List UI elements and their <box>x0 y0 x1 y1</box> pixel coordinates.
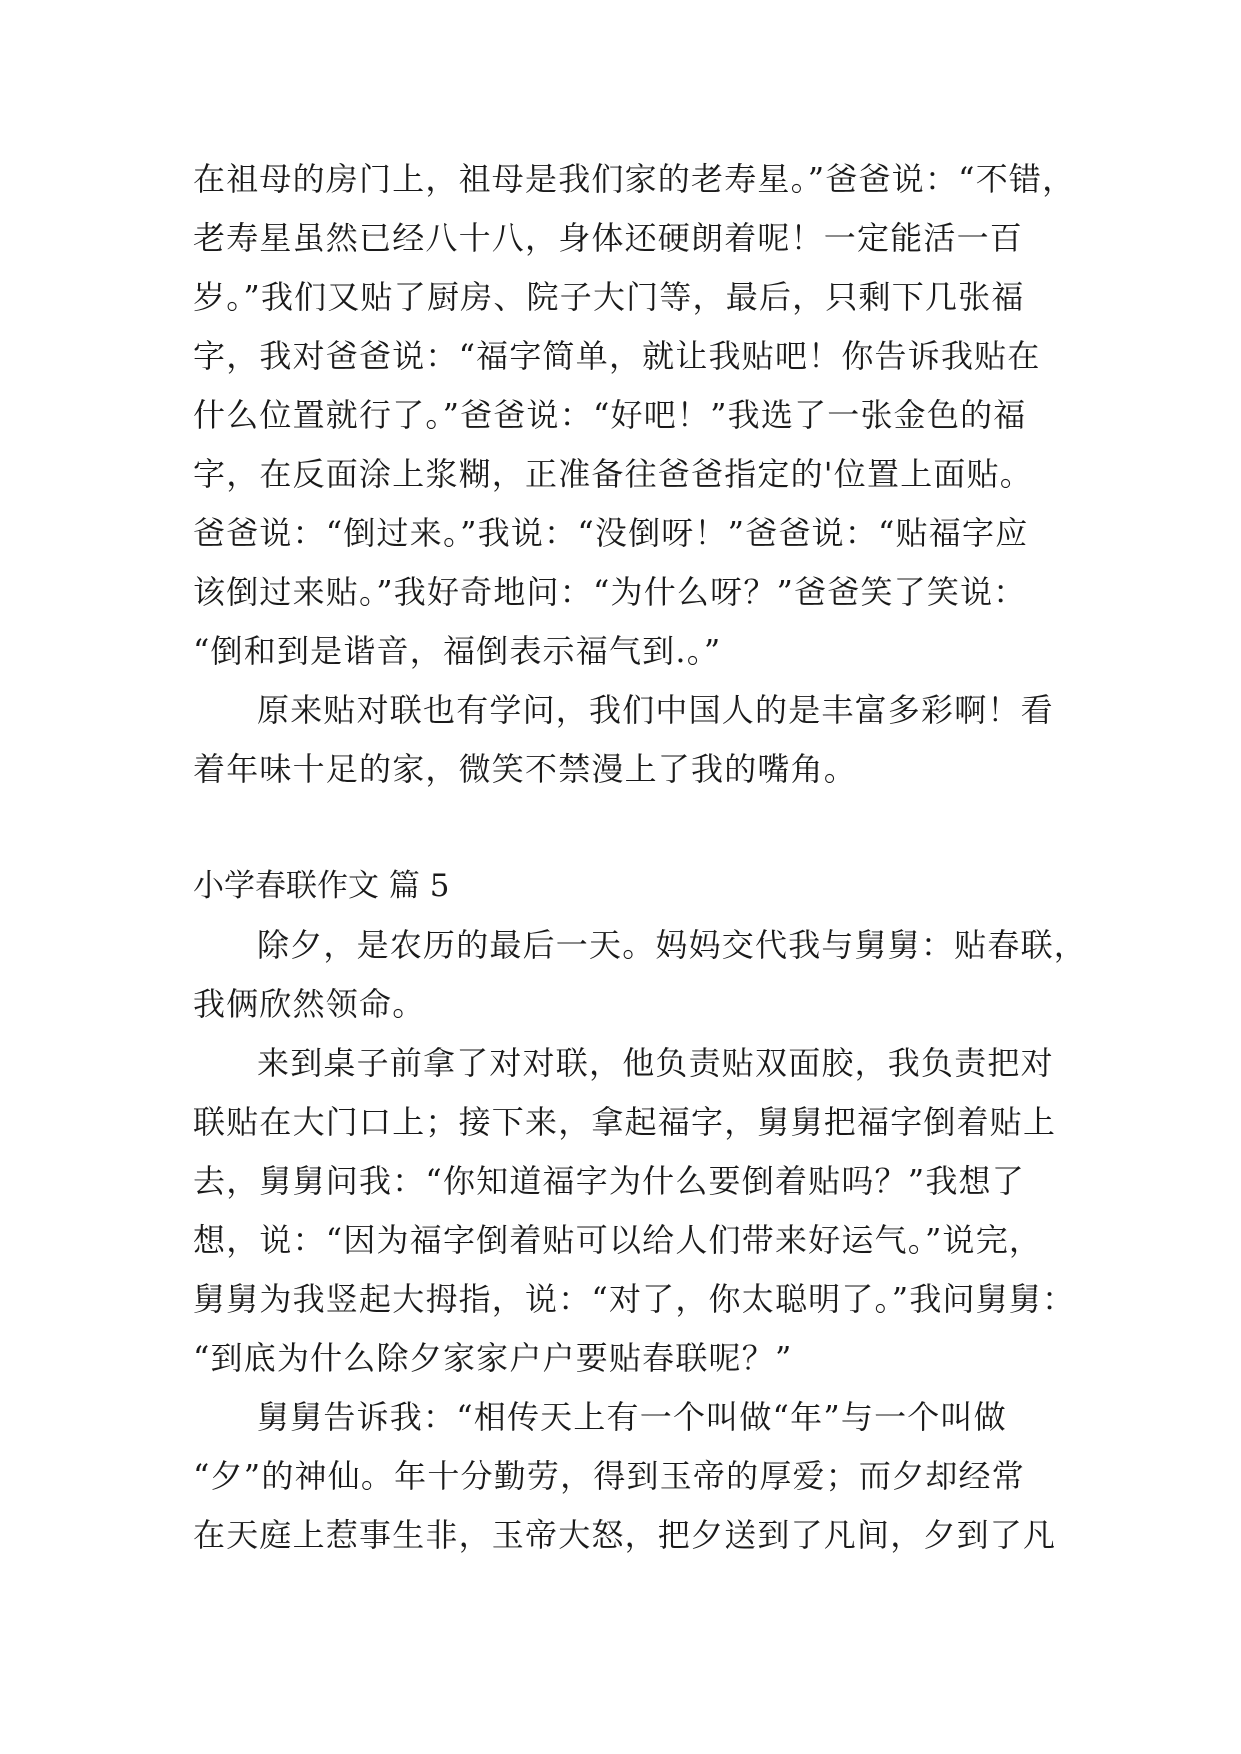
text-line: 什么位置就行了。”爸爸说：“好吧！”我选了一张金色的福 <box>193 396 1027 434</box>
text-line: 着年味十足的家，微笑不禁漫上了我的嘴角。 <box>193 750 858 788</box>
paragraph-4 <box>193 1034 1076 1388</box>
text-line: 该倒过来贴。”我好奇地问：“为什么呀？”爸爸笑了笑说： <box>193 573 1027 611</box>
text-line: 岁。”我们又贴了厨房、院子大门等，最后，只剩下几张福 <box>193 278 1025 316</box>
text-line: 想，说：“因为福字倒着贴可以给人们带来好运气。”说完， <box>193 1221 1043 1259</box>
section-title: 小学春联作文 篇 5 <box>193 868 450 904</box>
paragraph-1 <box>193 150 1076 681</box>
text-line: 原来贴对联也有学问，我们中国人的是丰富多彩啊！看 <box>257 691 1054 729</box>
text-line: 舅舅告诉我：“相传天上有一个叫做“年”与一个叫做 <box>257 1398 1007 1436</box>
text-line: 在天庭上惹事生非，玉帝大怒，把夕送到了凡间，夕到了凡 <box>193 1516 1057 1554</box>
text-line: “倒和到是谐音，福倒表示福气到.。” <box>193 632 722 670</box>
text-line: 字，我对爸爸说：“福字简单，就让我贴吧！你告诉我贴在 <box>193 337 1041 375</box>
text-line: 除夕，是农历的最后一天。妈妈交代我与舅舅：贴春联， <box>257 926 1088 964</box>
paragraph-2 <box>193 681 1055 799</box>
text-line: 爸爸说：“倒过来。”我说：“没倒呀！”爸爸说：“贴福字应 <box>193 514 1029 552</box>
text-line: 联贴在大门口上；接下来，拿起福字，舅舅把福字倒着贴上 <box>193 1103 1057 1141</box>
text-line: “夕”的神仙。年十分勤劳，得到玉帝的厚爱；而夕却经常 <box>193 1457 1025 1495</box>
paragraph-5 <box>193 1388 1055 1565</box>
text-line: 舅舅为我竖起大拇指，说：“对了，你太聪明了。”我问舅舅： <box>193 1280 1076 1318</box>
document-page <box>193 150 1088 1565</box>
paragraph-gap <box>193 799 1055 857</box>
text-line: “到底为什么除夕家家户户要贴春联呢？” <box>193 1339 793 1377</box>
text-line: 在祖母的房门上，祖母是我们家的老寿星。”爸爸说：“不错， <box>193 160 1076 198</box>
paragraph-3 <box>193 916 1088 1034</box>
text-line: 来到桌子前拿了对对联，他负责贴双面胶，我负责把对 <box>257 1044 1054 1082</box>
text-line: 我俩欣然领命。 <box>193 985 426 1023</box>
text-line: 去，舅舅问我：“你知道福字为什么要倒着贴吗？”我想了 <box>193 1162 1025 1200</box>
text-line: 字，在反面涂上浆糊，正准备往爸爸指定的'位置上面贴。 <box>193 455 1033 493</box>
text-line: 老寿星虽然已经八十八，身体还硬朗着呢！一定能活一百 <box>193 219 1024 257</box>
